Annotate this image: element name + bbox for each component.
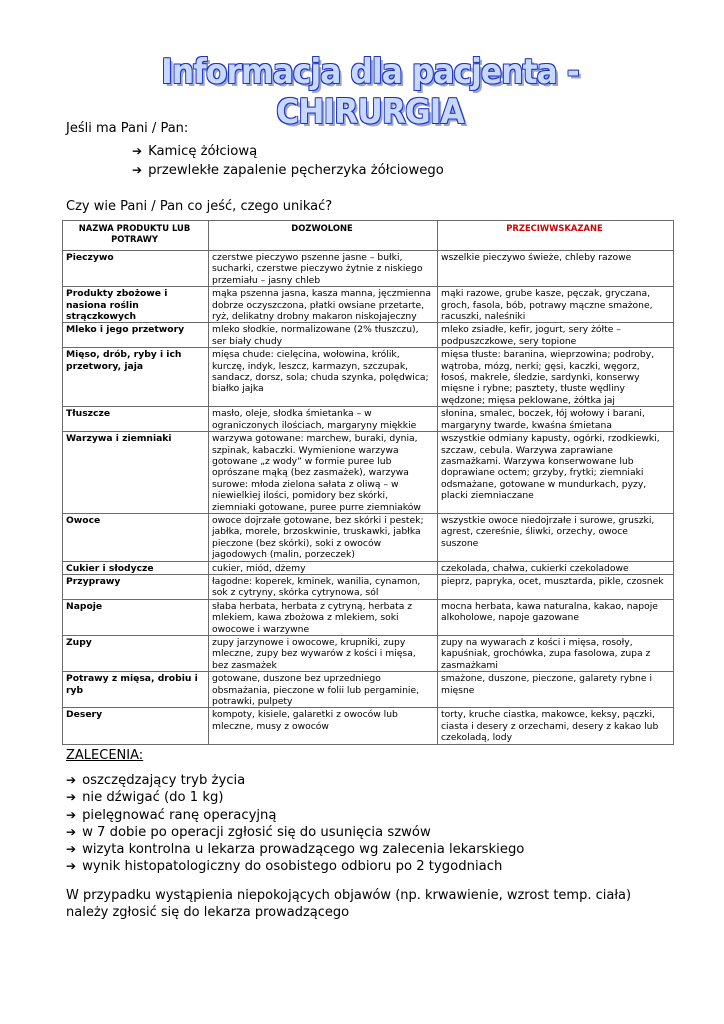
arrow-right-icon: ➔	[132, 144, 143, 158]
product-cell: Napoje	[63, 599, 209, 635]
product-cell: Desery	[63, 708, 209, 744]
list-item	[66, 841, 524, 858]
forbidden-cell: słonina, smalec, boczek, łój wołowy i barani, margaryny twarde, kwaśna śmietana	[438, 407, 674, 432]
forbidden-cell: wszystkie owoce niedojrzałe i surowe, gruszki, agrest, czereśnie, śliwki, orzechy, owoce suszone	[438, 513, 674, 561]
product-cell: Owoce	[63, 513, 209, 561]
column-header-product: NAZWA PRODUKTU LUB POTRAWY	[63, 221, 209, 251]
recommendations-title: ZALECENIA:	[66, 748, 144, 763]
list-item	[66, 789, 524, 806]
intro-text: Jeśli ma Pani / Pan:	[66, 121, 189, 136]
list-item	[66, 858, 524, 875]
allowed-cell: czerstwe pieczywo pszenne jasne – bułki, sucharki, czerstwe pieczywo żytnie z niskiego przemiału – jasny chleb	[209, 251, 438, 287]
allowed-cell: słaba herbata, herbata z cytryną, herbata z mlekiem, kawa zbożowa z mlekiem, soki owocowe i warzywne	[209, 599, 438, 635]
forbidden-cell: wszystkie odmiany kapusty, ogórki, rzodkiewki, szczaw, cebula. Warzywa zaprawiane zasmażkami. Warzywa konserwowane lub doprawiane octem; grzyby, frytki; ziemniaki odsmażane, gotowane w mundurkach, pyzy, placki ziemniaczane	[438, 432, 674, 514]
arrow-right-icon: ➔	[66, 842, 77, 857]
arrow-right-icon: ➔	[66, 773, 77, 787]
arrow-right-icon: ➔	[66, 790, 77, 805]
table-row	[63, 672, 674, 708]
arrow-right-icon: ➔	[66, 807, 77, 822]
conditions-list	[132, 142, 444, 179]
list-item	[132, 142, 444, 161]
table-row	[63, 287, 674, 323]
arrow-right-icon: ➔	[132, 162, 143, 177]
condition-text: przewlekłe zapalenie pęcherzyka żółciowego	[148, 162, 444, 178]
question-text: Czy wie Pani / Pan co jeść, czego unikać?	[66, 199, 333, 214]
page-title: Informacja dla pacjenta - CHIRURGIA	[161, 52, 579, 132]
table-row	[63, 407, 674, 432]
product-cell: Potrawy z mięsa, drobiu i ryb	[63, 672, 209, 708]
forbidden-cell: mięsa tłuste: baranina, wieprzowina; podroby, wątroba, mózg, nerki; gęsi, kaczki, węgorz, łosoś, makrele, śledzie, sardynki, konserwy mięsne i rybne; pasztety, tłuste wędliny wędzone; mięsa peklowane, żółtka jaj	[438, 348, 674, 407]
list-item	[66, 807, 524, 824]
table-row	[63, 574, 674, 599]
table-row	[63, 561, 674, 574]
recommendation-text: wizyta kontrolna u lekarza prowadzącego wg zalecenia lekarskiego	[82, 842, 525, 858]
allowed-cell: mleko słodkie, normalizowane (2% tłuszczu), ser biały chudy	[209, 323, 438, 348]
product-cell: Przyprawy	[63, 574, 209, 599]
table-row	[63, 599, 674, 635]
forbidden-cell: smażone, duszone, pieczone, galarety rybne i mięsne	[438, 672, 674, 708]
column-header-forbidden: PRZECIWWSKAZANE	[438, 221, 674, 251]
forbidden-cell: pieprz, papryka, ocet, musztarda, pikle, czosnek	[438, 574, 674, 599]
allowed-cell: owoce dojrzałe gotowane, bez skórki i pestek; jabłka, morele, brzoskwinie, truskawki, jabłka pieczone (bez skórki), soki z owoców jagodowych (malin, porzeczek)	[209, 513, 438, 561]
allowed-cell: kompoty, kisiele, galaretki z owoców lub mleczne, musy z owoców	[209, 708, 438, 744]
product-cell: Warzywa i ziemniaki	[63, 432, 209, 514]
recommendation-text: nie dźwigać (do 1 kg)	[82, 790, 224, 806]
table-row	[63, 323, 674, 348]
table-header-row	[63, 221, 674, 251]
allowed-cell: masło, oleje, słodka śmietanka – w ograniczonych ilościach, margaryny miękkie	[209, 407, 438, 432]
product-cell: Pieczywo	[63, 251, 209, 287]
recommendation-text: oszczędzający tryb życia	[82, 773, 246, 788]
table-row	[63, 432, 674, 514]
table-row	[63, 636, 674, 672]
allowed-cell: gotowane, duszone bez uprzedniego obsmażania, pieczone w folii lub pergaminie, potrawki, pulpety	[209, 672, 438, 708]
product-cell: Tłuszcze	[63, 407, 209, 432]
product-cell: Mięso, drób, ryby i ich przetwory, jaja	[63, 348, 209, 407]
product-cell: Zupy	[63, 636, 209, 672]
forbidden-cell: torty, kruche ciastka, makowce, keksy, pączki, ciasta i desery z orzechami, desery z kakao lub czekoladą, lody	[438, 708, 674, 744]
recommendation-text: w 7 dobie po operacji zgłosić się do usunięcia szwów	[82, 824, 431, 840]
condition-text: Kamicę żółciową	[148, 144, 258, 159]
allowed-cell: cukier, miód, dżemy	[209, 561, 438, 574]
footer-note: W przypadku wystąpienia niepokojących objawów (np. krwawienie, wzrost temp. ciała) należy zgłosić się do lekarza prowadzącego	[66, 888, 632, 920]
recommendation-text: pielęgnować ranę operacyjną	[82, 807, 277, 823]
list-item	[132, 161, 444, 180]
forbidden-cell: czekolada, chałwa, cukierki czekoladowe	[438, 561, 674, 574]
recommendation-text: wynik histopatologiczny do osobistego odbioru po 2 tygodniach	[82, 859, 503, 875]
allowed-cell: łagodne: koperek, kminek, wanilia, cynamon, sok z cytryny, skórka cytrynowa, sól	[209, 574, 438, 599]
diet-table	[62, 220, 674, 745]
list-item	[66, 772, 524, 789]
forbidden-cell: wszelkie pieczywo świeże, chleby razowe	[438, 251, 674, 287]
allowed-cell: mięsa chude: cielęcina, wołowina, królik, kurczę, indyk, leszcz, karmazyn, szczupak, sandacz, dorsz, sola; chuda szynka, polędwica; białko jajka	[209, 348, 438, 407]
product-cell: Mleko i jego przetwory	[63, 323, 209, 348]
allowed-cell: zupy jarzynowe i owocowe, krupniki, zupy mleczne, zupy bez wywarów z kości i mięsa, bez zasmażek	[209, 636, 438, 672]
list-item	[66, 824, 524, 841]
allowed-cell: warzywa gotowane: marchew, buraki, dynia, szpinak, kabaczki. Wymienione warzywa gotowane „z wody” w formie puree lub oprószane mąką (bez zasmażek), warzywa surowe: młoda zielona sałata z oliwą – w niewielkiej ilości, pomidory bez skórki, ziemniaki gotowane, puree purre ziemniaków	[209, 432, 438, 514]
allowed-cell: mąka pszenna jasna, kasza manna, jęczmienna dobrze oczyszczona, płatki owsiane przetarte, ryż, delikatny drobny makaron niskojajeczny	[209, 287, 438, 323]
column-header-allowed: DOZWOLONE	[209, 221, 438, 251]
forbidden-cell: zupy na wywarach z kości i mięsa, rosoły, kapuśniak, grochówka, zupa fasolowa, zupa z zasmażkami	[438, 636, 674, 672]
forbidden-cell: mleko zsiadłe, kefir, jogurt, sery żółte – podpuszczkowe, sery topione	[438, 323, 674, 348]
arrow-right-icon: ➔	[66, 824, 77, 839]
table-row	[63, 708, 674, 744]
table-row	[63, 513, 674, 561]
product-cell: Produkty zbożowe i nasiona roślin strączkowych	[63, 287, 209, 323]
product-cell: Cukier i słodycze	[63, 561, 209, 574]
table-row	[63, 251, 674, 287]
recommendations-list	[66, 772, 524, 876]
arrow-right-icon: ➔	[66, 859, 77, 874]
forbidden-cell: mąki razowe, grube kasze, pęczak, gryczana, groch, fasola, bób, potrawy mączne smażone, racuszki, naleśniki	[438, 287, 674, 323]
table-row	[63, 348, 674, 407]
forbidden-cell: mocna herbata, kawa naturalna, kakao, napoje alkoholowe, napoje gazowane	[438, 599, 674, 635]
